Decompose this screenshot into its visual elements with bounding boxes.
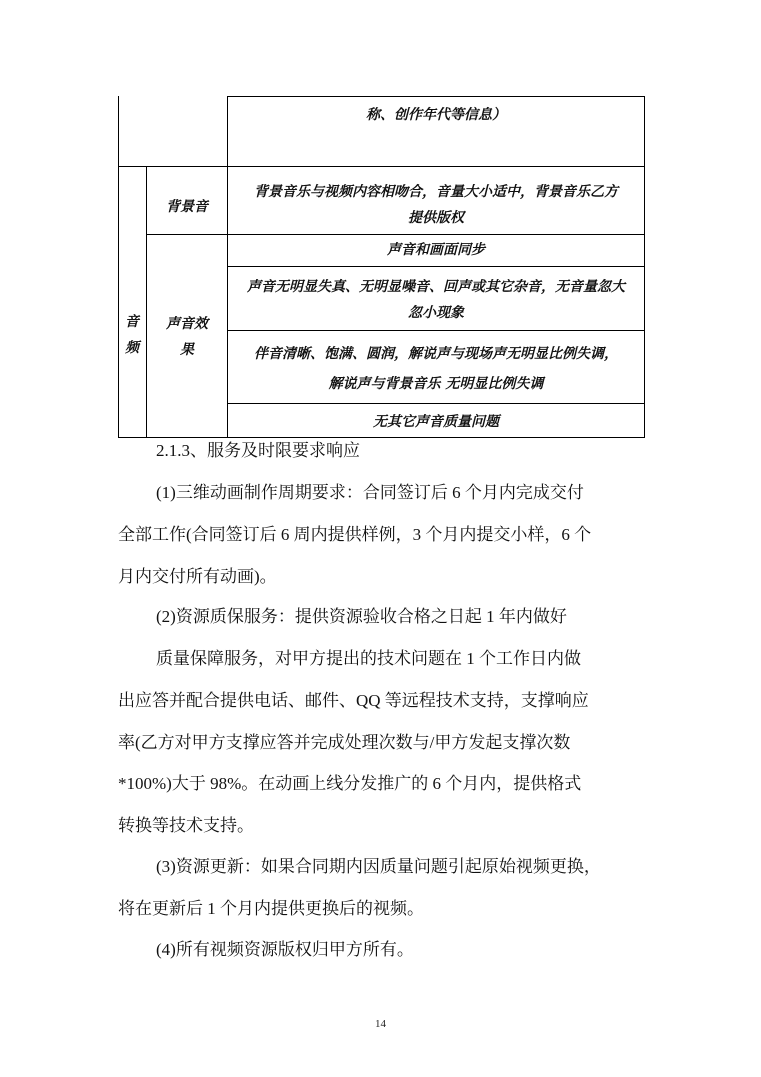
paragraph-3-line-1: (3)资源更新：如果合同期内因质量问题引起原始视频更换，: [156, 857, 601, 876]
sound-effect-label-line1: 声音效: [166, 316, 208, 332]
page-number: 14: [375, 1018, 386, 1030]
paragraph-2-line-6: 转换等技术支持。: [118, 816, 254, 835]
section-heading: 2.1.3、服务及时限要求响应: [156, 441, 360, 460]
table-border-left: [118, 96, 119, 438]
table-border-row2: [146, 234, 645, 235]
table-cell-continuation: 称、创作年代等信息）: [366, 107, 506, 123]
sound-effect-item-3-line1: 伴音清晰、饱满、圆润，解说声与现场声无明显比例失调，: [254, 346, 618, 362]
sound-effect-item-1: 声音和画面同步: [387, 242, 485, 258]
table-border-bottom: [118, 437, 645, 438]
sound-effect-item-4: 无其它声音质量问题: [373, 414, 499, 430]
paragraph-1-line-2: 全部工作(合同签订后 6 周内提供样例，3 个月内提交小样，6 个: [118, 525, 592, 544]
table-border-row5: [227, 403, 645, 404]
paragraph-4-line-1: (4)所有视频资源版权归甲方所有。: [156, 940, 414, 959]
background-sound-desc-line1: 背景音乐与视频内容相吻合，音量大小适中，背景音乐乙方: [254, 184, 618, 200]
section-label-audio-char2: 频: [125, 340, 139, 356]
table-border-row1: [118, 166, 645, 167]
sound-effect-label-line2: 果: [180, 342, 194, 358]
paragraph-2-line-1: (2)资源质保服务：提供资源验收合格之日起 1 年内做好: [156, 607, 567, 626]
sound-effect-item-3-line2: 解说声与背景音乐 无明显比例失调: [328, 376, 544, 392]
paragraph-3-line-2: 将在更新后 1 个月内提供更换后的视频。: [118, 899, 424, 918]
paragraph-2-line-2: 质量保障服务，对甲方提出的技术问题在 1 个工作日内做: [156, 649, 581, 668]
table-border-row4: [227, 330, 645, 331]
section-label-audio-char1: 音: [125, 314, 139, 330]
paragraph-2-line-4: 率(乙方对甲方支撑应答并完成处理次数与/甲方发起支撑次数: [118, 733, 571, 752]
paragraph-1-line-1: (1)三维动画制作周期要求：合同签订后 6 个月内完成交付: [156, 483, 584, 502]
sound-effect-item-2-line2: 忽小现象: [408, 305, 464, 321]
table-border-right: [644, 96, 645, 438]
paragraph-1-line-3: 月内交付所有动画)。: [118, 567, 277, 586]
paragraph-2-line-3: 出应答并配合提供电话、邮件、QQ 等远程技术支持，支撑响应: [118, 691, 589, 710]
paragraph-2-line-5: *100%)大于 98%。在动画上线分发推广的 6 个月内，提供格式: [118, 774, 582, 793]
background-sound-desc-line2: 提供版权: [408, 210, 464, 226]
table-border-top: [227, 96, 645, 97]
background-sound-label: 背景音: [166, 199, 208, 215]
sound-effect-item-2-line1: 声音无明显失真、无明显噪音、回声或其它杂音，无音量忽大: [247, 279, 625, 295]
audio-requirements-table: [0, 0, 761, 440]
table-border-row3: [227, 266, 645, 267]
